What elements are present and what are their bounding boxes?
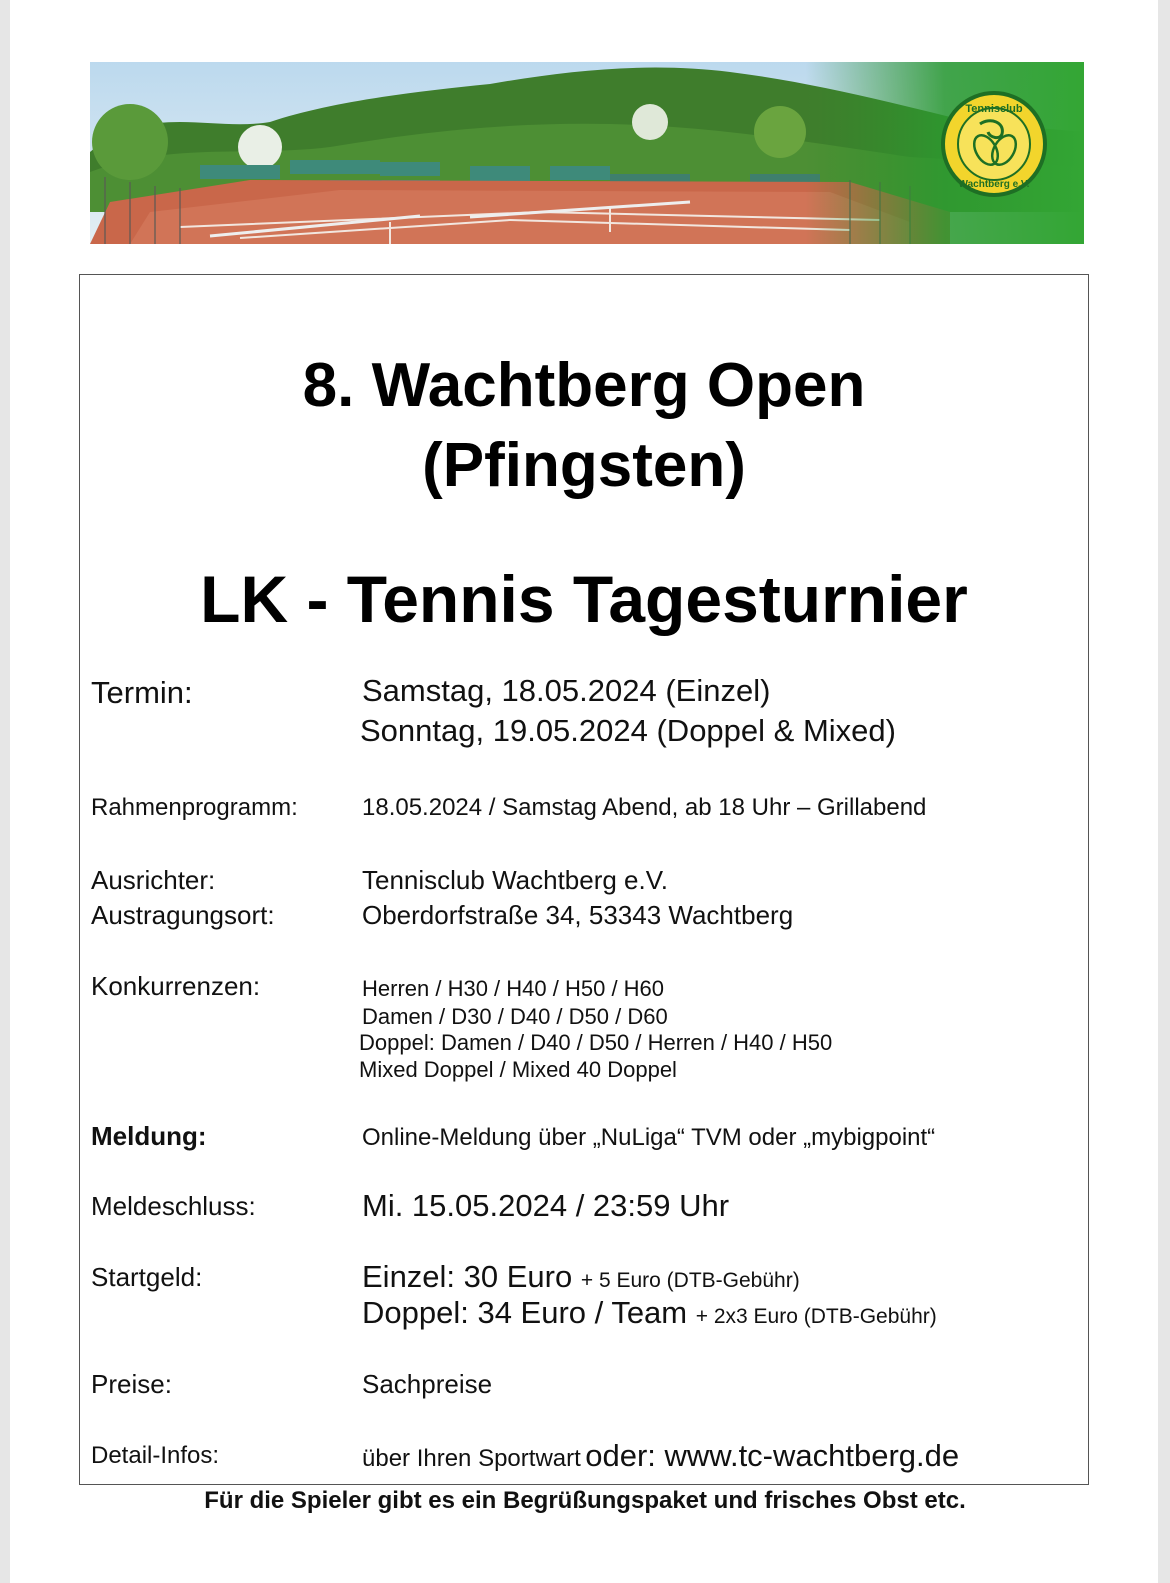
termin-value-1: Samstag, 18.05.2024 (Einzel) [362,673,771,708]
title-line-3: LK - Tennis Tagesturnier [200,562,968,636]
ausrichter-label: Ausrichter: [91,865,216,895]
preise-value: Sachpreise [362,1369,493,1399]
meldeschluss-value: Mi. 15.05.2024 / 23:59 Uhr [362,1188,730,1223]
rahmenprogramm-value: 18.05.2024 / Samstag Abend, ab 18 Uhr – Grillabend [362,794,927,821]
tennis-courts-photo [90,62,1084,244]
konkurrenzen-line-3: Doppel: Damen / D40 / D50 / Herren / H40 / H50 [359,1030,833,1055]
startgeld-einzel-note: + 5 Euro (DTB-Gebühr) [580,1269,800,1292]
footer-note: Für die Spieler gibt es ein Begrüßungspaket und frisches Obst etc. [204,1487,966,1514]
konkurrenzen-line-4: Mixed Doppel / Mixed 40 Doppel [359,1057,677,1082]
startgeld-doppel-note: + 2x3 Euro (DTB-Gebühr) [695,1305,937,1328]
club-logo [943,93,1045,195]
logo-text-top: Tennisclub [965,103,1023,115]
termin-value-2: Sonntag, 19.05.2024 (Doppel & Mixed) [360,713,896,748]
startgeld-einzel [362,1259,800,1295]
startgeld-label: Startgeld: [91,1262,203,1292]
konkurrenzen-line-1: Herren / H30 / H40 / H50 / H60 [362,976,665,1001]
banner-image [90,62,1084,244]
austragungsort-value: Oberdorfstraße 34, 53343 Wachtberg [362,900,794,930]
konkurrenzen-label: Konkurrenzen: [91,971,261,1001]
konkurrenzen-line-2: Damen / D30 / D40 / D50 / D60 [362,1004,668,1029]
austragungsort-label: Austragungsort: [91,900,275,930]
detail-infos-value [362,1438,959,1474]
detail-infos-website: oder: www.tc-wachtberg.de [585,1438,960,1473]
meldung-label: Meldung: [91,1121,207,1151]
startgeld-doppel-main: Doppel: 34 Euro / Team [362,1295,688,1330]
title-line-1: 8. Wachtberg Open [302,351,866,420]
termin-label: Termin: [91,675,193,710]
ausrichter-value: Tennisclub Wachtberg e.V. [362,865,668,895]
meldeschluss-label: Meldeschluss: [91,1191,256,1221]
startgeld-einzel-main: Einzel: 30 Euro [362,1259,573,1294]
preise-label: Preise: [91,1369,172,1399]
content-box [79,274,1089,1485]
meldung-value: Online-Meldung über „NuLiga“ TVM oder „mybigpoint“ [362,1124,936,1151]
detail-infos-sportwart: über Ihren Sportwart [362,1445,581,1472]
startgeld-doppel [362,1295,937,1331]
rahmenprogramm-label: Rahmenprogramm: [91,794,298,821]
logo-text-bottom: Wachtberg e.V. [958,179,1030,190]
title-line-2: (Pfingsten) [422,431,746,500]
detail-infos-label: Detail-Infos: [91,1442,220,1469]
